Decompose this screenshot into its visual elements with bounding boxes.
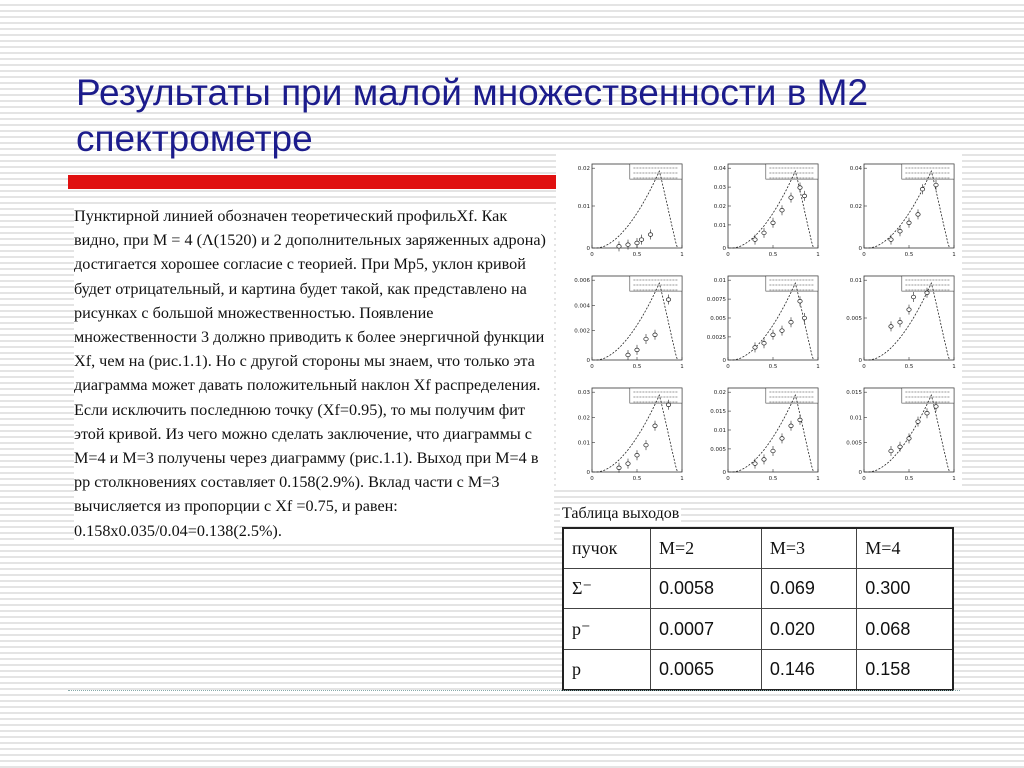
y-tick-label: 0.01 <box>713 222 726 229</box>
data-point <box>653 424 657 428</box>
y-tick-label: 0.04 <box>849 166 862 173</box>
y-tick-label: 0.04 <box>713 166 726 173</box>
data-point <box>762 231 766 235</box>
stats-box <box>630 388 682 403</box>
y-tick-label: 0.02 <box>713 204 726 210</box>
y-tick-label: 0 <box>858 358 862 364</box>
y-tick-label: 0 <box>858 246 862 252</box>
data-point <box>639 238 643 242</box>
data-point <box>626 243 630 247</box>
y-tick-label: 0.02 <box>849 204 862 210</box>
data-point <box>907 221 911 225</box>
histogram-plot <box>696 158 824 266</box>
y-tick-label: 0 <box>722 358 726 364</box>
x-tick-label: 0.5 <box>632 476 642 482</box>
x-tick-label: 0.5 <box>768 252 778 258</box>
data-point <box>798 418 802 422</box>
data-point <box>780 329 784 333</box>
x-tick-label: 0.5 <box>632 252 642 258</box>
table-row <box>563 569 953 609</box>
y-tick-label: 0.015 <box>846 390 862 397</box>
data-point <box>644 337 648 341</box>
data-point <box>911 295 915 299</box>
x-tick-label: 0.5 <box>632 364 642 370</box>
stats-box <box>766 164 818 179</box>
row-label: p⁻ <box>563 609 651 649</box>
data-point <box>617 466 621 470</box>
data-point <box>802 316 806 320</box>
data-point <box>934 405 938 409</box>
data-point <box>889 449 893 453</box>
data-point <box>635 241 639 245</box>
table-cell: 0.0007 <box>651 609 762 649</box>
y-tick-label: 0 <box>586 246 590 252</box>
data-point <box>916 213 920 217</box>
table-header-cell: пучок <box>563 528 651 569</box>
x-tick-label: 1 <box>952 252 956 258</box>
histogram-plot <box>832 270 960 378</box>
x-tick-label: 1 <box>816 252 820 258</box>
data-point <box>653 333 657 337</box>
x-tick-label: 1 <box>952 476 956 482</box>
data-point <box>907 308 911 312</box>
data-point <box>626 462 630 466</box>
data-point <box>798 186 802 190</box>
data-point <box>753 462 757 466</box>
data-point <box>789 320 793 324</box>
x-tick-label: 1 <box>816 476 820 482</box>
histogram-plot <box>696 382 824 490</box>
stats-box <box>630 276 682 291</box>
data-point <box>644 443 648 447</box>
data-point <box>889 325 893 329</box>
table-header-cell: M=4 <box>857 528 953 569</box>
y-tick-label: 0.01 <box>713 428 726 434</box>
y-tick-label: 0.01 <box>849 415 862 422</box>
stats-box <box>766 276 818 291</box>
y-tick-label: 0.02 <box>577 166 590 173</box>
data-point <box>666 298 670 302</box>
y-tick-label: 0.004 <box>574 303 590 310</box>
y-tick-label: 0.005 <box>846 440 862 447</box>
x-tick-label: 0 <box>726 252 730 258</box>
stats-box <box>766 388 818 403</box>
data-point <box>802 194 806 198</box>
y-tick-label: 0.01 <box>577 204 590 210</box>
y-tick-label: 0.03 <box>577 390 590 397</box>
data-point <box>753 346 757 350</box>
table-cell: 0.068 <box>857 609 953 649</box>
table-row <box>563 649 953 690</box>
data-point <box>762 458 766 462</box>
data-point <box>889 238 893 242</box>
data-point <box>648 233 652 237</box>
table-cell: 0.146 <box>761 649 856 690</box>
table-cell: 0.300 <box>857 569 953 609</box>
histogram-plot <box>832 382 960 490</box>
y-tick-label: 0 <box>722 470 726 476</box>
y-tick-label: 0.0025 <box>706 334 726 341</box>
data-point <box>898 229 902 233</box>
data-point <box>934 183 938 187</box>
row-label: p <box>563 649 651 690</box>
x-tick-label: 0 <box>726 364 730 370</box>
data-point <box>789 424 793 428</box>
data-point <box>771 333 775 337</box>
data-point <box>666 403 670 407</box>
histogram-plot <box>832 158 960 266</box>
x-tick-label: 0.5 <box>768 476 778 482</box>
row-label: Σ⁻ <box>563 569 651 609</box>
x-tick-label: 0.5 <box>904 476 914 482</box>
x-tick-label: 0 <box>862 252 866 258</box>
y-tick-label: 0.01 <box>849 278 862 285</box>
data-point <box>635 348 639 352</box>
histogram-plot <box>560 270 688 378</box>
table-caption: Таблица выходов <box>562 505 680 522</box>
y-tick-label: 0.01 <box>577 440 590 447</box>
table-header-row <box>563 528 953 569</box>
data-point <box>771 449 775 453</box>
data-point <box>771 221 775 225</box>
data-point <box>635 453 639 457</box>
x-tick-label: 1 <box>816 364 820 370</box>
table-cell: 0.158 <box>857 649 953 690</box>
x-tick-label: 1 <box>680 476 684 482</box>
data-point <box>907 437 911 441</box>
x-tick-label: 0 <box>590 364 594 370</box>
stats-box <box>630 164 682 179</box>
y-tick-label: 0.0075 <box>706 297 726 304</box>
y-tick-label: 0.005 <box>710 446 726 453</box>
y-tick-label: 0.005 <box>710 316 726 322</box>
stats-box <box>902 276 954 291</box>
stats-box <box>902 164 954 179</box>
x-tick-label: 1 <box>952 364 956 370</box>
y-tick-label: 0 <box>722 246 726 252</box>
y-tick-label: 0.01 <box>713 278 726 285</box>
y-tick-label: 0.002 <box>574 328 590 335</box>
x-tick-label: 1 <box>680 364 684 370</box>
histogram-plot <box>560 158 688 266</box>
data-point <box>617 245 621 249</box>
x-tick-label: 0 <box>726 476 730 482</box>
data-point <box>780 208 784 212</box>
data-point <box>753 238 757 242</box>
y-tick-label: 0.02 <box>577 415 590 422</box>
table-cell: 0.0058 <box>651 569 762 609</box>
footer-divider <box>68 690 960 691</box>
y-tick-label: 0.005 <box>846 316 862 322</box>
data-point <box>798 299 802 303</box>
data-point <box>898 320 902 324</box>
y-tick-label: 0 <box>858 470 862 476</box>
table-header-cell: M=2 <box>651 528 762 569</box>
histogram-plot <box>560 382 688 490</box>
table-cell: 0.020 <box>761 609 856 649</box>
data-point <box>916 420 920 424</box>
yield-table <box>562 527 954 691</box>
x-tick-label: 0 <box>590 252 594 258</box>
table-header-cell: M=3 <box>761 528 856 569</box>
histogram-plot <box>696 270 824 378</box>
slide-title: Результаты при малой множественности в М2 спектрометре <box>76 72 869 159</box>
body-paragraph: Пунктирной линией обозначен теоретический профильXf. Как видно, при M = 4 (Λ(1520) и 2 дополнительных заряженных адрона) достигается хорошее согласие с теорией. При Мр5, уклон кривой будет отрицательный, и картина будет такой, как представлено на рисунках с большой множественностью. Появление множественности 3 должно приводить к более энергичной функции Xf, чем на (рис.1.1). Но с другой стороны мы знаем, что только эта диаграмма может давать положительный наклон Xf распределения. Если исключить последнюю точку (Xf=0.95), то мы получим фит этой кривой. Из чего можно сделать заключение, что диаграммы с M=4 и M=3 получены через диаграмму (рис.1.1). Выход при M=4 в pp столкновениях составляет 0.158(2.9%). Вклад части с M=3 вычисляется из пропорции с Xf =0.75, и равен: 0.158x0.035/0.04=0.138(2.5%). <box>74 204 554 543</box>
data-point <box>925 411 929 415</box>
table-cell: 0.069 <box>761 569 856 609</box>
data-point <box>789 196 793 200</box>
x-tick-label: 0 <box>862 364 866 370</box>
table-row <box>563 609 953 649</box>
x-tick-label: 0.5 <box>904 364 914 370</box>
data-point <box>762 341 766 345</box>
y-tick-label: 0.03 <box>713 185 726 192</box>
x-tick-label: 0.5 <box>768 364 778 370</box>
plot-grid <box>556 150 962 486</box>
x-tick-label: 0 <box>862 476 866 482</box>
stats-box <box>902 388 954 403</box>
title-accent-bar <box>68 175 558 189</box>
data-point <box>626 353 630 357</box>
table-cell: 0.0065 <box>651 649 762 690</box>
y-tick-label: 0.015 <box>710 409 726 416</box>
data-point <box>898 445 902 449</box>
x-tick-label: 0 <box>590 476 594 482</box>
y-tick-label: 0.006 <box>574 278 590 285</box>
x-tick-label: 0.5 <box>904 252 914 258</box>
x-tick-label: 1 <box>680 252 684 258</box>
data-point <box>925 291 929 295</box>
y-tick-label: 0 <box>586 358 590 364</box>
data-point <box>780 437 784 441</box>
data-point <box>920 187 924 191</box>
y-tick-label: 0.02 <box>713 390 726 397</box>
y-tick-label: 0 <box>586 470 590 476</box>
